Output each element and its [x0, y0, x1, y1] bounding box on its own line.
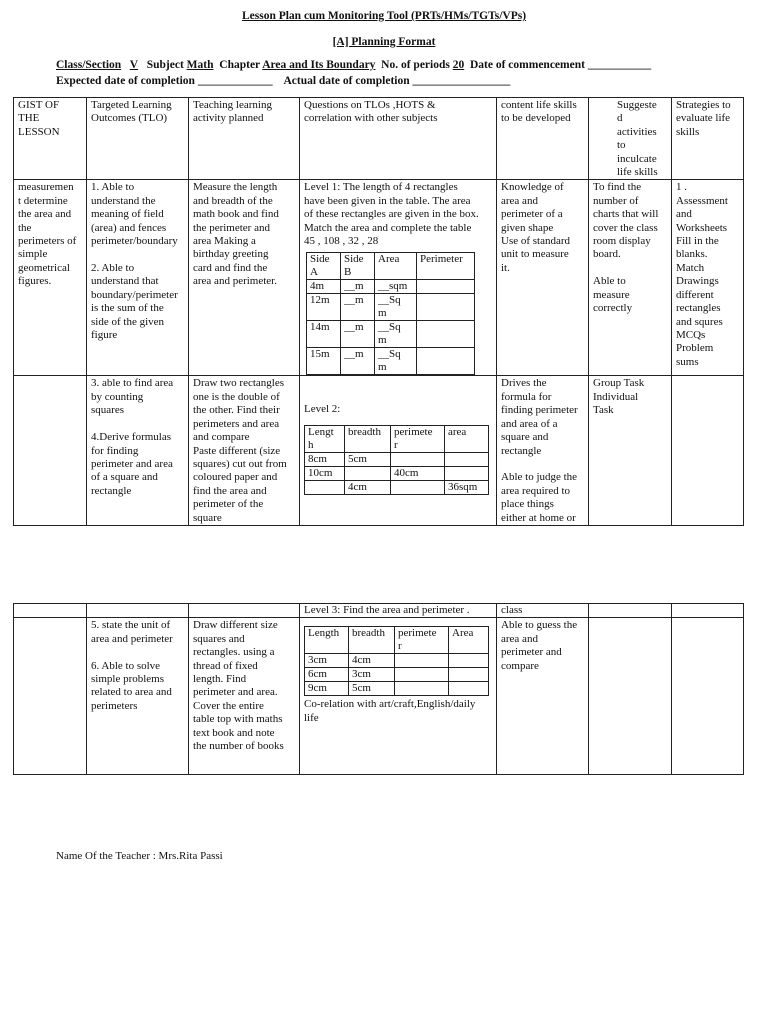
suggested-cell: To find the number of charts that will cover the class room display board. Able to measure correctly [589, 180, 672, 376]
suggested-cell: Group Task Individual Task [589, 376, 672, 525]
class-label: Class/Section [56, 59, 122, 71]
class-info-line [56, 59, 651, 72]
questions-cell [300, 180, 497, 376]
level2-row [305, 452, 489, 466]
document-subtitle: [A] Planning Format [332, 36, 436, 48]
level2-cell: 5cm [345, 452, 391, 466]
header-tlo: Targeted Learning Outcomes (TLO) [87, 98, 189, 180]
questions-cell [300, 376, 497, 525]
level1-row [307, 280, 475, 294]
level1-header-cell: Side A [307, 253, 341, 280]
level1-header-row [307, 253, 475, 280]
level1-header-cell: Side B [341, 253, 375, 280]
level1-row [307, 294, 475, 321]
level1-cell [417, 294, 475, 321]
level1-cell [417, 280, 475, 294]
class-value: V [129, 59, 139, 71]
gist-cell: measuremen t determine the area and the perimeters of simple geometrical figures. [14, 180, 87, 376]
expected-label: Expected date of completion [56, 75, 195, 87]
level3-cell [449, 682, 489, 696]
chapter-label: Chapter [219, 59, 260, 71]
level3-question: Level 3: Find the area and perimeter . [300, 604, 497, 618]
level1-cell: __Sq m [375, 294, 417, 321]
level1-cell: 4m [307, 280, 341, 294]
table-row [14, 376, 744, 525]
teacher-name: Name Of the Teacher : Mrs.Rita Passi [56, 850, 223, 862]
level3-cell: 3cm [305, 654, 349, 668]
level2-cell [345, 466, 391, 480]
periods-label: No. of periods [381, 59, 450, 71]
actual-value: _________________ [412, 75, 511, 87]
level2-header-row [305, 425, 489, 452]
actual-label: Actual date of completion [283, 75, 410, 87]
level1-cell [417, 348, 475, 375]
header-questions: Questions on TLOs ,HOTS & correlation with other subjects [300, 98, 497, 180]
level2-cell: 36sqm [445, 480, 489, 494]
header-gist: GIST OF THE LESSON [14, 98, 87, 180]
level3-table [304, 626, 489, 696]
level3-header-cell: breadth [349, 627, 395, 654]
correlation-text: Co-relation with art/craft,English/daily life [304, 698, 476, 724]
level2-cell [391, 452, 445, 466]
table-row [14, 180, 744, 376]
activity-cell: Draw different size squares and rectangles. using a thread of fixed length. Find perimeter and area. Cover the entire table top with maths text book and note the number of books [189, 618, 300, 775]
level3-cell: 3cm [349, 668, 395, 682]
level1-row [307, 348, 475, 375]
completion-info-line [56, 75, 510, 88]
content-cell: class [497, 604, 589, 618]
level1-table [306, 252, 475, 375]
expected-value: _____________ [197, 75, 273, 87]
level2-cell: 10cm [305, 466, 345, 480]
cell-empty [189, 604, 300, 618]
level3-row [305, 654, 489, 668]
level1-question: Level 1: The length of 4 rectangles have been given in the table. The area of these rectangles are given in the box. Match the area and complete the table 45 , 108 , 32 , 28 [304, 181, 479, 248]
strategies-cell-empty [672, 376, 744, 525]
level1-header-cell: Perimeter [417, 253, 475, 280]
planning-table-1 [13, 97, 744, 526]
cell-empty [672, 604, 744, 618]
level2-cell: 8cm [305, 452, 345, 466]
level2-cell: 4cm [345, 480, 391, 494]
level1-cell [417, 321, 475, 348]
tlo-cell: 5. state the unit of area and perimeter 6. Able to solve simple problems related to area and perimeters [87, 618, 189, 775]
level2-cell [391, 480, 445, 494]
level2-header-cell: perimete r [391, 425, 445, 452]
periods-value: 20 [452, 59, 465, 71]
level3-row [305, 682, 489, 696]
tlo-cell: 3. able to find area by counting squares 4.Derive formulas for finding perimeter and area of a square and rectangle [87, 376, 189, 525]
level2-row [305, 480, 489, 494]
header-content: content life skills to be developed [497, 98, 589, 180]
level1-row [307, 321, 475, 348]
tlo-cell: 1. Able to understand the meaning of field (area) and fences perimeter/boundary 2. Able to understand that boundary/perimeter is the sum of the side of the given figure [87, 180, 189, 376]
level1-cell: 12m [307, 294, 341, 321]
level3-cell: 9cm [305, 682, 349, 696]
level2-table [304, 425, 489, 495]
subject-label: Subject [146, 59, 184, 71]
header-strategies: Strategies to evaluate life skills [672, 98, 744, 180]
gist-cell-empty [14, 376, 87, 525]
level1-cell: __sqm [375, 280, 417, 294]
strategies-cell-empty [672, 618, 744, 775]
level1-cell: 15m [307, 348, 341, 375]
level1-header-cell: Area [375, 253, 417, 280]
activity-cell: Draw two rectangles one is the double of the other. Find their perimeters and area and compare Paste different (size squares) cut out from coloured paper and find the area and perimeter of the square [189, 376, 300, 525]
commencement-value: ___________ [587, 59, 652, 71]
level3-cell [395, 654, 449, 668]
level1-cell: __Sq m [375, 348, 417, 375]
level2-cell [445, 452, 489, 466]
suggested-cell-empty [589, 618, 672, 775]
level2-header-cell: breadth [345, 425, 391, 452]
cell-empty [589, 604, 672, 618]
level1-cell: __m [341, 294, 375, 321]
content-cell: Knowledge of area and perimeter of a given shape Use of standard unit to measure it. [497, 180, 589, 376]
level3-cell [449, 654, 489, 668]
table-row [14, 604, 744, 618]
content-cell: Drives the formula for finding perimeter and area of a square and rectangle Able to judge the area required to place things either at home or [497, 376, 589, 525]
level2-cell [445, 466, 489, 480]
level2-cell [305, 480, 345, 494]
level1-cell: __Sq m [375, 321, 417, 348]
level1-cell: 14m [307, 321, 341, 348]
header-suggested: Suggeste d activities to inculcate life skills [589, 98, 672, 180]
questions-cell [300, 618, 497, 775]
activity-cell: Measure the length and breadth of the math book and find the perimeter and area Making a birthday greeting card and find the area and perimeter. [189, 180, 300, 376]
gist-cell-empty [14, 618, 87, 775]
level3-header-cell: Area [449, 627, 489, 654]
level3-header-row [305, 627, 489, 654]
document-title: Lesson Plan cum Monitoring Tool (PRTs/HMs/TGTs/VPs) [241, 10, 527, 22]
level3-cell: 5cm [349, 682, 395, 696]
table-row [14, 618, 744, 775]
level3-cell: 6cm [305, 668, 349, 682]
level3-row [305, 668, 489, 682]
level1-cell: __m [341, 348, 375, 375]
level2-cell: 40cm [391, 466, 445, 480]
content-cell: Able to guess the area and perimeter and compare [497, 618, 589, 775]
header-row [14, 98, 744, 180]
level2-label: Level 2: [304, 403, 341, 416]
level3-cell: 4cm [349, 654, 395, 668]
level3-cell [395, 668, 449, 682]
cell-empty [14, 604, 87, 618]
level3-cell [395, 682, 449, 696]
header-activity: Teaching learning activity planned [189, 98, 300, 180]
level2-header-cell: Lengt h [305, 425, 345, 452]
commencement-label: Date of commencement [469, 59, 585, 71]
chapter-value: Area and Its Boundary [262, 59, 376, 71]
level1-cell: __m [341, 280, 375, 294]
level3-cell [449, 668, 489, 682]
level2-header-cell: area [445, 425, 489, 452]
planning-table-2 [13, 603, 744, 775]
subject-value: Math [186, 59, 214, 71]
level3-header-cell: perimete r [395, 627, 449, 654]
level2-row [305, 466, 489, 480]
strategies-cell: 1 . Assessment and Worksheets Fill in the blanks. Match Drawings different rectangles and squres MCQs Problem sums [672, 180, 744, 376]
level1-cell: __m [341, 321, 375, 348]
level3-header-cell: Length [305, 627, 349, 654]
cell-empty [87, 604, 189, 618]
